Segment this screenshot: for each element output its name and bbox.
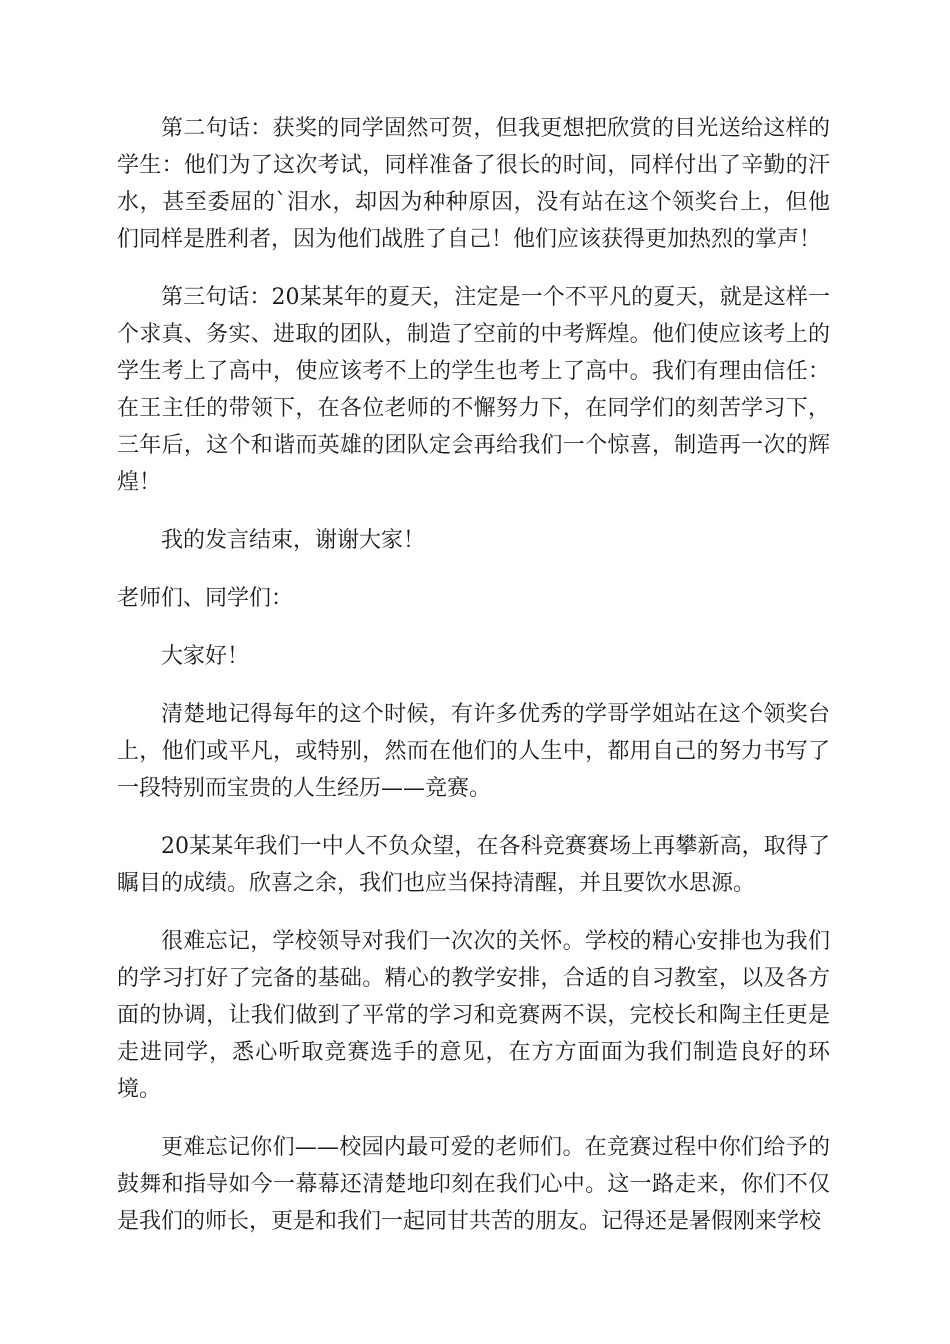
paragraph-teachers: 更难忘记你们——校园内最可爱的老师们。在竞赛过程中你们给予的鼓舞和指导如今一幕幕还清楚地印刻在我们心中。这一路走来，你们不仅是我们的师长，更是和我们一起同甘共苦的朋友。记得还是暑假刚来学校 [117, 1135, 830, 1234]
paragraph-achievement: 20某某年我们一中人不负众望，在各科竞赛赛场上再攀新高，取得了瞩目的成绩。欣喜之余，我们也应当保持清醒，并且要饮水思源。 [117, 834, 830, 896]
paragraph-second-sentence: 第二句话：获奖的同学固然可贺，但我更想把欣赏的目光送给这样的学生：他们为了这次考试，同样准备了很长的时间，同样付出了辛勤的汗水，甚至委屈的`泪水，却因为种种原因，没有站在这个领奖台上，但他们同样是胜利者，因为他们战胜了自己！他们应该获得更加热烈的掌声！ [117, 116, 830, 252]
paragraph-greeting: 大家好！ [161, 644, 250, 669]
paragraph-third-sentence: 第三句话：20某某年的夏天，注定是一个不平凡的夏天，就是这样一个求真、务实、进取的团队，制造了空前的中考辉煌。他们使应该考上的学生考上了高中，使应该考不上的学生也考上了高中。我们有理由信任：在王主任的带领下，在各位老师的不懈努力下，在同学们的刻苦学习下，三年后，这个和谐而英雄的团队定会再给我们一个惊喜，制造再一次的辉煌！ [117, 285, 830, 495]
paragraph-memory: 清楚地记得每年的这个时候，有许多优秀的学哥学姐站在这个领奖台上，他们或平凡，或特别，然而在他们的人生中，都用自己的努力书写了一段特别而宝贵的人生经历——竞赛。 [117, 702, 830, 801]
paragraph-school-care: 很难忘记，学校领导对我们一次次的关怀。学校的精心安排也为我们的学习打好了完备的基础。精心的教学安排，合适的自习教室，以及各方面的协调，让我们做到了平常的学习和竞赛两不误，完校长和陶主任更是走进同学，悉心听取竞赛选手的意见，在方方面面为我们制造良好的环境。 [117, 929, 830, 1102]
paragraph-salutation: 老师们、同学们： [117, 586, 294, 611]
paragraph-speech-end: 我的发言结束，谢谢大家！ [161, 528, 426, 553]
document-page [117, 110, 830, 1261]
